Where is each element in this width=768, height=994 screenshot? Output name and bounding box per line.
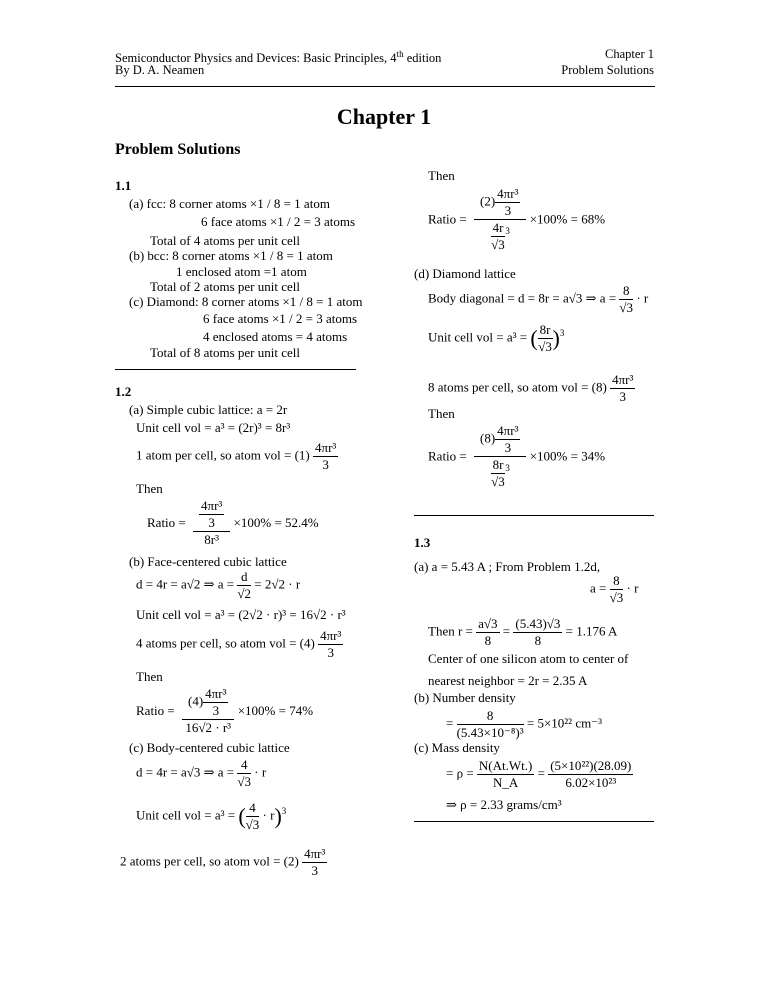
header-section: Problem Solutions: [561, 63, 654, 77]
p11-b-total: Total of 2 atoms per unit cell: [150, 279, 300, 294]
p13-r: Then r = $\frac{a√3}{8}$ = $\frac{(5.43)√3}{8}$ = 1.176 A: [428, 616, 618, 648]
header-rule: [115, 86, 655, 87]
p13-a-eq: a = $\frac{8}{√3}$ · r: [590, 573, 639, 605]
p12-b-vol: Unit cell vol = a³ = (2√2 · r)³ = 16√2 · r³: [136, 607, 346, 622]
p13-c-head: (c) Mass density: [414, 740, 500, 755]
p11-b-line2: 1 enclosed atom =1 atom: [176, 264, 307, 279]
page-subtitle: Problem Solutions: [115, 141, 241, 158]
p12-b-d: d = 4r = a√2 ⇒ a = $\frac{d}{√2}$ = 2√2 · r: [136, 569, 301, 601]
p12-a-vol: Unit cell vol = a³ = (2r)³ = 8r³: [136, 420, 291, 435]
p12-c-ratio: Ratio = (2) $\frac{\text{4πr³}}{3}$ $\frac{4r}{√3}$ $^3$ ×100% = 68%: [428, 186, 606, 252]
p13-b-eq: = $\frac{8}{\text{(5.43×10⁻⁸)³}}$ = 5×10²² cm⁻³: [446, 708, 602, 740]
p12-d-head: (d) Diamond lattice: [414, 266, 516, 281]
problem-1-2-number: 1.2: [115, 384, 132, 399]
p11-c-total: Total of 8 atoms per unit cell: [150, 345, 300, 360]
p12-d-body: Body diagonal = d = 8r = a√3 ⇒ a = $\frac{8}{√3}$ · r: [428, 283, 649, 315]
p13-b-head: (b) Number density: [414, 690, 516, 705]
p11-c-line2: 6 face atoms ×1 / 2 = 3 atoms: [203, 311, 358, 326]
header-chapter: Chapter 1: [605, 47, 654, 61]
p12-d-atom: 8 atoms per cell, so atom vol = (8) $\frac{\text{4πr³}}{3}$: [428, 372, 634, 404]
p11-a-line1: (a) fcc: 8 corner atoms ×1 / 8 = 1 atom: [129, 196, 330, 211]
p12-a-then: Then: [136, 481, 163, 496]
p11-c-line3: 4 enclosed atoms = 4 atoms: [203, 329, 348, 344]
p12-d-then: Then: [428, 406, 455, 421]
p12-d-vol: Unit cell vol = a³ = ( $\frac{8r}{√3}$ )$^3$: [428, 322, 565, 354]
p13-nearest: nearest neighbor = 2r = 2.35 A: [428, 673, 588, 688]
problem-1-3-number: 1.3: [414, 535, 431, 550]
divider-1-1: [115, 369, 356, 370]
p12-a-atom: 1 atom per cell, so atom vol = (1) $\frac{\text{4πr³}}{3}$: [136, 440, 337, 472]
p12-a-ratio: Ratio = $\frac{\frac{\text{4πr³}}{3}}{\text{8r³}}$ ×100% = 52.4%: [147, 498, 319, 547]
divider-1-3: [414, 821, 654, 822]
p12-b-head: (b) Face-centered cubic lattice: [129, 554, 287, 569]
p11-a-line2: 6 face atoms ×1 / 2 = 3 atoms: [201, 214, 356, 229]
page-title: Chapter 1: [336, 104, 432, 129]
p11-b-line1: (b) bcc: 8 corner atoms ×1 / 8 = 1 atom: [129, 248, 333, 263]
p11-a-total: Total of 4 atoms per unit cell: [150, 233, 300, 248]
p12-d-ratio: Ratio = (8) $\frac{\text{4πr³}}{3}$ $\frac{8r}{√3}$ $^3$ ×100% = 34%: [428, 423, 606, 489]
p11-c-line1: (c) Diamond: 8 corner atoms ×1 / 8 = 1 atom: [129, 294, 363, 309]
header-book-title: Semiconductor Physics and Devices: Basic Principles, 4th edition: [115, 49, 442, 66]
p12-a-head: (a) Simple cubic lattice: a = 2r: [129, 402, 288, 417]
p12-c-atom: 2 atoms per cell, so atom vol = (2) $\frac{\text{4πr³}}{3}$: [120, 846, 326, 878]
p12-c-d: d = 4r = a√3 ⇒ a = $\frac{4}{√3}$ · r: [136, 757, 267, 789]
p12-b-then: Then: [136, 669, 163, 684]
divider-1-2: [414, 515, 654, 516]
problem-1-1-number: 1.1: [115, 178, 132, 193]
p13-a-line: (a) a = 5.43 A ; From Problem 1.2d,: [414, 559, 601, 574]
p12-c-vol: Unit cell vol = a³ = ( $\frac{4}{√3}$ · r)$^3$: [136, 800, 287, 832]
p13-c-result: ⇒ ρ = 2.33 grams/cm³: [446, 797, 562, 812]
p12-c-then: Then: [428, 168, 455, 183]
p12-b-atom: 4 atoms per cell, so atom vol = (4) $\frac{\text{4πr³}}{3}$: [136, 628, 342, 660]
header-author: By D. A. Neamen: [115, 63, 205, 77]
p12-c-head: (c) Body-centered cubic lattice: [129, 740, 290, 755]
p13-center: Center of one silicon atom to center of: [428, 651, 629, 666]
p12-b-ratio: Ratio = (4) $\frac{\text{4πr³}}{3}$ 16√2 · r³ ×100% = 74%: [136, 686, 314, 735]
p13-c-eq: = ρ = $\frac{N(At.Wt.)}{N\_A}$ = $\frac{\text{(5×10²²)(28.09)}}{\text{6.02×10²³}}$: [446, 758, 632, 790]
